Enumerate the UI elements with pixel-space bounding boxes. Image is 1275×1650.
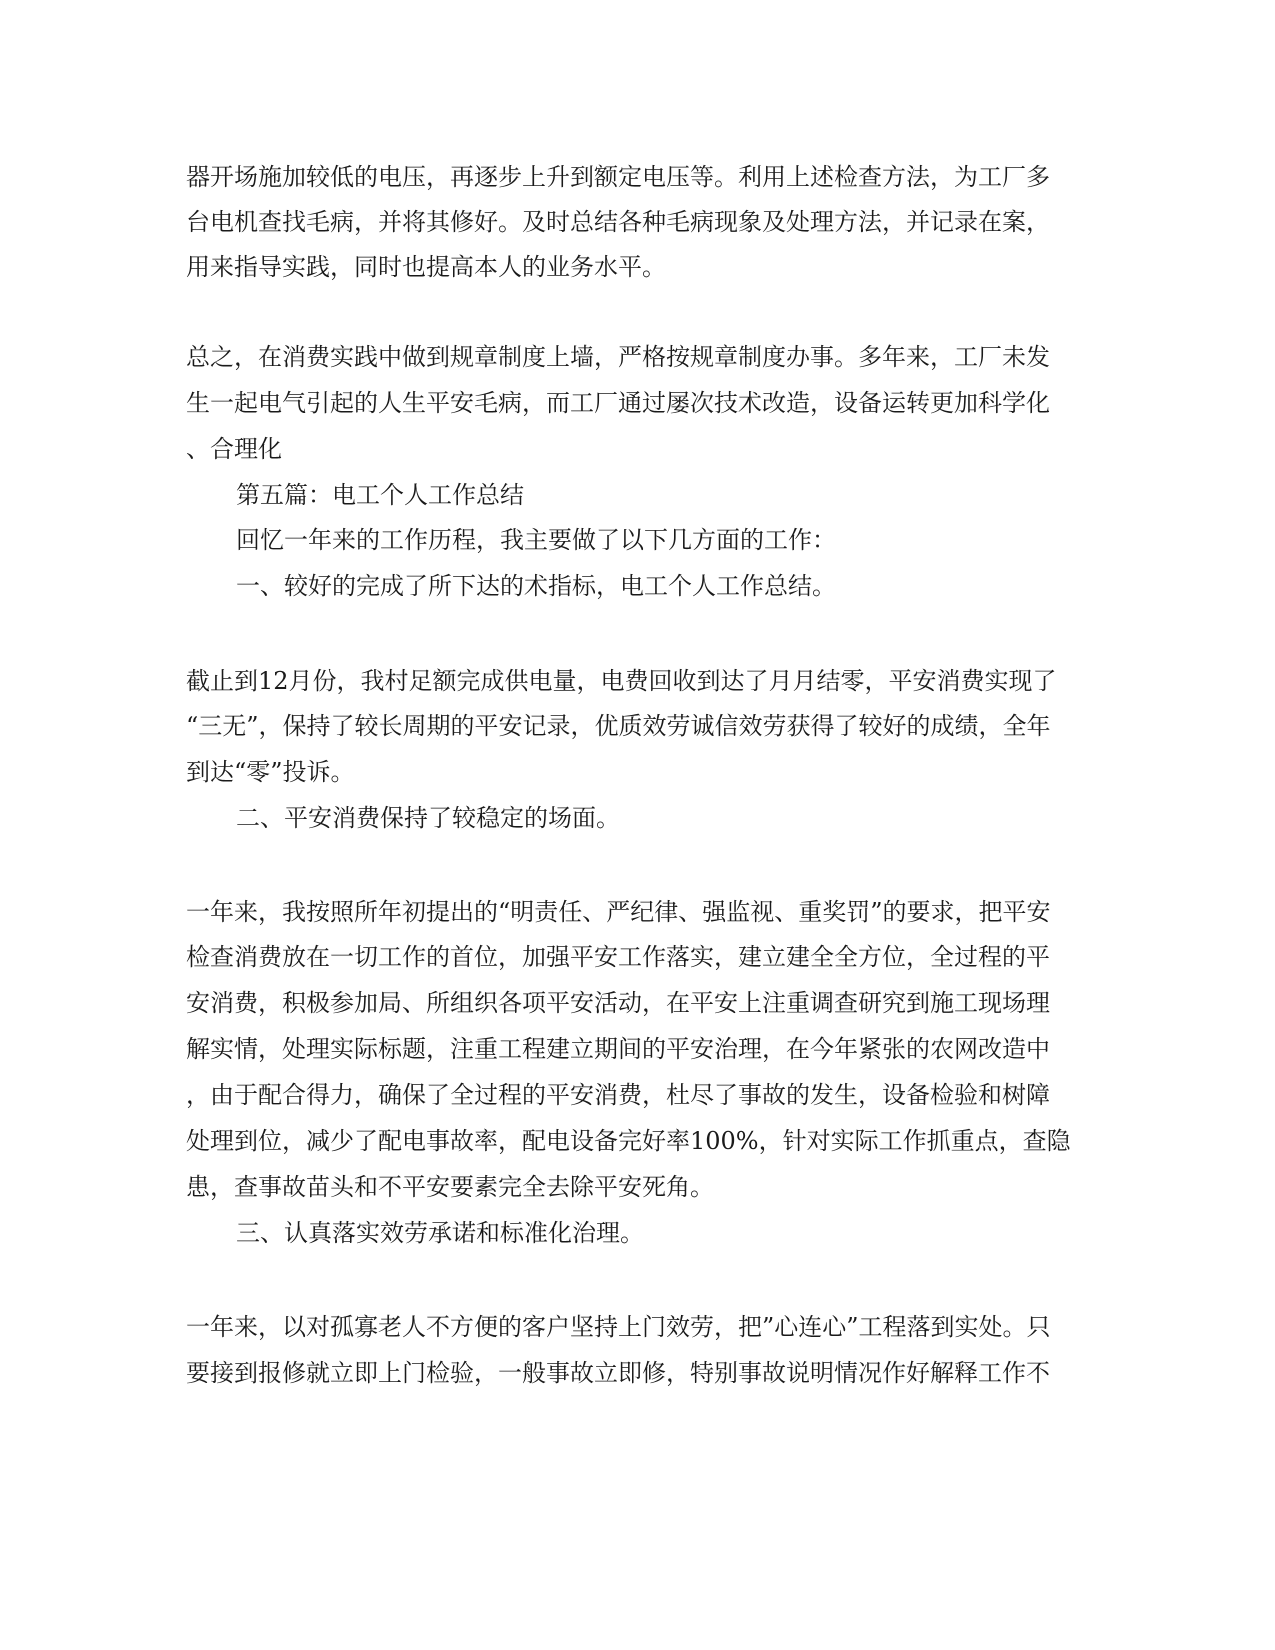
text-line: 患，查事故苗头和不平安要素完全去除平安死角。 — [186, 1173, 714, 1201]
text-line: 回忆一年来的工作历程，我主要做了以下几方面的工作： — [236, 526, 836, 554]
text-line: 用来指导实践，同时也提高本人的业务水平。 — [186, 253, 666, 281]
text-line: 检查消费放在一切工作的首位，加强平安工作落实，建立建全全方位，全过程的平 — [186, 943, 1050, 971]
text-line: 一年来，我按照所年初提出的“明责任、严纪律、强监视、重奖罚”的要求，把平安 — [186, 898, 1051, 926]
text-line: 、合理化 — [186, 435, 282, 463]
text-line: 到达“零”投诉。 — [186, 758, 355, 786]
text-line: 截止到12月份，我村足额完成供电量，电费回收到达了月月结零，平安消费实现了 — [186, 667, 1057, 695]
text-line: 生一起电气引起的人生平安毛病，而工厂通过屡次技术改造，设备运转更加科学化 — [186, 389, 1050, 417]
text-line: 要接到报修就立即上门检验，一般事故立即修，特别事故说明情况作好解释工作不 — [186, 1359, 1050, 1387]
text-line: 一、较好的完成了所下达的术指标，电工个人工作总结。 — [236, 572, 836, 600]
text-line: ，由于配合得力，确保了全过程的平安消费，杜尽了事故的发生，设备检验和树障 — [186, 1081, 1050, 1109]
text-line: 器开场施加较低的电压，再逐步上升到额定电压等。利用上述检查方法，为工厂多 — [186, 163, 1050, 191]
text-line: 台电机查找毛病，并将其修好。及时总结各种毛病现象及处理方法，并记录在案， — [186, 208, 1050, 236]
text-line: 安消费，积极参加局、所组织各项平安活动，在平安上注重调查研究到施工现场理 — [186, 989, 1050, 1017]
text-line: 总之，在消费实践中做到规章制度上墙，严格按规章制度办事。多年来，工厂未发 — [186, 343, 1050, 371]
text-line: 一年来，以对孤寡老人不方便的客户坚持上门效劳，把”心连心”工程落到实处。只 — [186, 1313, 1051, 1341]
text-line: 二、平安消费保持了较稳定的场面。 — [236, 804, 620, 832]
text-line: 解实情，处理实际标题，注重工程建立期间的平安治理，在今年紧张的农网改造中 — [186, 1035, 1050, 1063]
text-line: 处理到位，减少了配电事故率，配电设备完好率100%，针对实际工作抓重点，查隐 — [186, 1127, 1071, 1155]
text-line: “三无”，保持了较长周期的平安记录，优质效劳诚信效劳获得了较好的成绩，全年 — [186, 712, 1051, 740]
section-heading: 第五篇：电工个人工作总结 — [236, 481, 524, 509]
text-line: 三、认真落实效劳承诺和标准化治理。 — [236, 1219, 644, 1247]
